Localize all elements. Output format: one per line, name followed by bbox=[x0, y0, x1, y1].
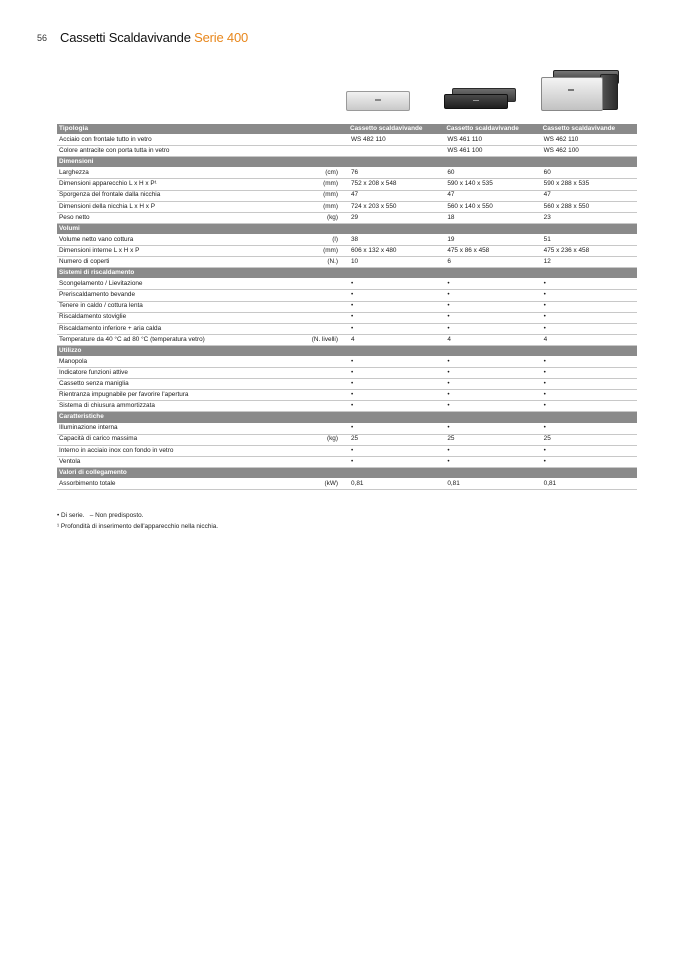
row-label: Ventola bbox=[57, 456, 308, 467]
table-row bbox=[57, 301, 637, 312]
row-value: WS 462 100 bbox=[541, 146, 637, 157]
footnote-1: ¹ Profondità di inserimento dell'apparecchio nella nicchia. bbox=[57, 522, 219, 530]
row-value: 6 bbox=[444, 257, 540, 268]
row-value: • bbox=[444, 456, 540, 467]
row-unit bbox=[308, 279, 348, 290]
row-label: Manopola bbox=[57, 356, 308, 367]
row-unit bbox=[308, 356, 348, 367]
row-unit: (kW) bbox=[308, 479, 348, 490]
row-value: 47 bbox=[348, 190, 444, 201]
column-header: Cassetto scaldavivande bbox=[541, 124, 637, 135]
row-value: • bbox=[348, 312, 444, 323]
row-value: 12 bbox=[541, 257, 637, 268]
row-value: • bbox=[444, 379, 540, 390]
row-value: • bbox=[348, 356, 444, 367]
row-value: • bbox=[444, 423, 540, 434]
table-row bbox=[57, 179, 637, 190]
row-value: 475 x 86 x 458 bbox=[444, 246, 540, 257]
row-unit: (mm) bbox=[308, 179, 348, 190]
row-value: WS 461 100 bbox=[444, 146, 540, 157]
row-value: 19 bbox=[444, 234, 540, 245]
row-value: WS 462 110 bbox=[541, 135, 637, 146]
row-value: 10 bbox=[348, 257, 444, 268]
row-value: • bbox=[541, 456, 637, 467]
row-unit bbox=[308, 456, 348, 467]
row-value: • bbox=[348, 368, 444, 379]
row-unit bbox=[308, 323, 348, 334]
footnote-legend: • Di serie. – Non predisposto. bbox=[57, 512, 144, 519]
row-value: • bbox=[444, 368, 540, 379]
row-label: Illuminazione interna bbox=[57, 423, 308, 434]
row-value: • bbox=[348, 401, 444, 412]
row-value bbox=[348, 146, 444, 157]
section-row bbox=[57, 467, 637, 478]
row-label: Acciaio con frontale tutto in vetro bbox=[57, 135, 308, 146]
row-unit: (mm) bbox=[308, 190, 348, 201]
row-value: • bbox=[348, 456, 444, 467]
warming-drawer-large-image bbox=[541, 77, 603, 111]
row-value: • bbox=[541, 356, 637, 367]
section-row bbox=[57, 157, 637, 168]
row-unit: (l) bbox=[308, 234, 348, 245]
row-value: 606 x 132 x 480 bbox=[348, 246, 444, 257]
row-label: Indicatore funzioni attive bbox=[57, 368, 308, 379]
row-label: Dimensioni apparecchio L x H x P¹ bbox=[57, 179, 308, 190]
row-unit: (N. livelli) bbox=[308, 334, 348, 345]
table-row bbox=[57, 312, 637, 323]
row-label: Preriscaldamento bevande bbox=[57, 290, 308, 301]
table-row bbox=[57, 146, 637, 157]
row-value: 25 bbox=[348, 434, 444, 445]
table-row bbox=[57, 135, 637, 146]
row-value: 590 x 140 x 535 bbox=[444, 179, 540, 190]
table-row bbox=[57, 368, 637, 379]
section-dimensioni: Dimensioni bbox=[57, 157, 637, 168]
row-unit bbox=[308, 445, 348, 456]
row-value: 475 x 236 x 458 bbox=[541, 246, 637, 257]
row-value: • bbox=[541, 290, 637, 301]
row-value: 724 x 203 x 550 bbox=[348, 201, 444, 212]
row-value: • bbox=[348, 301, 444, 312]
table-row bbox=[57, 201, 637, 212]
row-label: Riscaldamento stoviglie bbox=[57, 312, 308, 323]
page-number: 56 bbox=[37, 33, 48, 43]
row-label: Sistema di chiusura ammortizzata bbox=[57, 401, 308, 412]
row-value: WS 461 110 bbox=[444, 135, 540, 146]
row-unit: (cm) bbox=[308, 168, 348, 179]
row-value: 590 x 288 x 535 bbox=[541, 179, 637, 190]
column-header: Cassetto scaldavivande bbox=[444, 124, 540, 135]
table-row bbox=[57, 257, 637, 268]
row-label: Rientranza impugnabile per favorire l'apertura bbox=[57, 390, 308, 401]
row-value: • bbox=[541, 423, 637, 434]
row-unit bbox=[308, 135, 348, 146]
row-unit bbox=[308, 379, 348, 390]
row-value: WS 482 110 bbox=[348, 135, 444, 146]
row-unit bbox=[308, 423, 348, 434]
table-row bbox=[57, 445, 637, 456]
row-label: Scongelamento / Lievitazione bbox=[57, 279, 308, 290]
row-value: • bbox=[444, 279, 540, 290]
row-value: 60 bbox=[444, 168, 540, 179]
row-label: Numero di coperti bbox=[57, 257, 308, 268]
row-label: Riscaldamento inferiore + aria calda bbox=[57, 323, 308, 334]
table-row bbox=[57, 334, 637, 345]
row-label: Interno in acciaio inox con fondo in vetro bbox=[57, 445, 308, 456]
row-label: Peso netto bbox=[57, 212, 308, 223]
section-caratteristiche: Caratteristiche bbox=[57, 412, 637, 423]
table-row bbox=[57, 434, 637, 445]
row-value: 51 bbox=[541, 234, 637, 245]
row-value: 47 bbox=[541, 190, 637, 201]
row-value: • bbox=[444, 356, 540, 367]
table-row bbox=[57, 479, 637, 490]
row-value: • bbox=[444, 401, 540, 412]
row-label: Volume netto vano cottura bbox=[57, 234, 308, 245]
table-row bbox=[57, 279, 637, 290]
section-utilizzo: Utilizzo bbox=[57, 345, 637, 356]
warming-drawer-anthracite-image bbox=[444, 94, 508, 109]
row-value: 60 bbox=[541, 168, 637, 179]
row-value: • bbox=[348, 323, 444, 334]
product-images bbox=[0, 0, 678, 120]
row-unit bbox=[308, 301, 348, 312]
section-row bbox=[57, 223, 637, 234]
table-row bbox=[57, 379, 637, 390]
row-value: • bbox=[348, 279, 444, 290]
row-value: • bbox=[541, 279, 637, 290]
row-unit bbox=[308, 390, 348, 401]
row-value: • bbox=[444, 290, 540, 301]
row-value: • bbox=[348, 379, 444, 390]
row-unit: (kg) bbox=[308, 212, 348, 223]
row-value: • bbox=[348, 423, 444, 434]
row-value: • bbox=[541, 301, 637, 312]
row-value: 18 bbox=[444, 212, 540, 223]
row-label: Assorbimento totale bbox=[57, 479, 308, 490]
section-volumi: Volumi bbox=[57, 223, 637, 234]
title-main: Cassetti Scaldavivande bbox=[60, 30, 191, 45]
table-row bbox=[57, 456, 637, 467]
table-row bbox=[57, 401, 637, 412]
row-value: 47 bbox=[444, 190, 540, 201]
table-row bbox=[57, 323, 637, 334]
table-row bbox=[57, 234, 637, 245]
row-value: 29 bbox=[348, 212, 444, 223]
row-label: Colore antracite con porta tutta in vetro bbox=[57, 146, 308, 157]
row-value: 560 x 140 x 550 bbox=[444, 201, 540, 212]
row-unit: (mm) bbox=[308, 201, 348, 212]
row-value: 0,81 bbox=[444, 479, 540, 490]
row-value: • bbox=[444, 390, 540, 401]
table-row bbox=[57, 356, 637, 367]
row-unit bbox=[308, 368, 348, 379]
specifications-table bbox=[57, 124, 637, 490]
row-value: 4 bbox=[541, 334, 637, 345]
row-value: 4 bbox=[348, 334, 444, 345]
row-value: • bbox=[541, 445, 637, 456]
row-label: Larghezza bbox=[57, 168, 308, 179]
table-row bbox=[57, 390, 637, 401]
row-value: • bbox=[541, 401, 637, 412]
row-value: 752 x 208 x 548 bbox=[348, 179, 444, 190]
table-row bbox=[57, 423, 637, 434]
row-value: • bbox=[541, 312, 637, 323]
row-value: • bbox=[348, 290, 444, 301]
section-row bbox=[57, 412, 637, 423]
table-header-row bbox=[57, 124, 637, 135]
row-unit bbox=[308, 146, 348, 157]
row-unit: (N.) bbox=[308, 257, 348, 268]
row-value: • bbox=[541, 379, 637, 390]
row-value: • bbox=[444, 445, 540, 456]
title-accent: Serie 400 bbox=[194, 30, 249, 45]
footnotes bbox=[57, 511, 218, 532]
row-value: • bbox=[444, 312, 540, 323]
row-label: Temperature da 40 °C ad 80 °C (temperatura vetro) bbox=[57, 334, 308, 345]
row-label: Capacità di carico massima bbox=[57, 434, 308, 445]
row-unit: (mm) bbox=[308, 246, 348, 257]
row-value: • bbox=[444, 323, 540, 334]
row-value: 23 bbox=[541, 212, 637, 223]
column-header: Cassetto scaldavivande bbox=[348, 124, 444, 135]
row-value: • bbox=[541, 323, 637, 334]
row-label: Tenere in caldo / cottura lenta bbox=[57, 301, 308, 312]
row-value: 76 bbox=[348, 168, 444, 179]
section-tipologia: Tipologia bbox=[57, 124, 348, 135]
row-label: Dimensioni della nicchia L x H x P bbox=[57, 201, 308, 212]
row-label: Dimensioni interne L x H x P bbox=[57, 246, 308, 257]
row-value: • bbox=[444, 301, 540, 312]
row-unit bbox=[308, 290, 348, 301]
row-value: 25 bbox=[444, 434, 540, 445]
section-row bbox=[57, 268, 637, 279]
section-sistemi: Sistemi di riscaldamento bbox=[57, 268, 637, 279]
row-value: 4 bbox=[444, 334, 540, 345]
table-row bbox=[57, 290, 637, 301]
row-value: 25 bbox=[541, 434, 637, 445]
table-row bbox=[57, 190, 637, 201]
row-value: • bbox=[348, 445, 444, 456]
row-value: 560 x 288 x 550 bbox=[541, 201, 637, 212]
row-value: 0,81 bbox=[541, 479, 637, 490]
row-value: • bbox=[348, 390, 444, 401]
table-row bbox=[57, 212, 637, 223]
warming-drawer-stainless-image bbox=[346, 91, 410, 111]
section-collegamento: Valori di collegamento bbox=[57, 467, 637, 478]
table-row bbox=[57, 246, 637, 257]
row-value: 38 bbox=[348, 234, 444, 245]
table-row bbox=[57, 168, 637, 179]
row-value: 0,81 bbox=[348, 479, 444, 490]
row-value: • bbox=[541, 390, 637, 401]
row-label: Sporgenza del frontale dalla nicchia bbox=[57, 190, 308, 201]
row-unit bbox=[308, 401, 348, 412]
row-unit: (kg) bbox=[308, 434, 348, 445]
row-unit bbox=[308, 312, 348, 323]
row-label: Cassetto senza maniglia bbox=[57, 379, 308, 390]
section-row bbox=[57, 345, 637, 356]
row-value: • bbox=[541, 368, 637, 379]
